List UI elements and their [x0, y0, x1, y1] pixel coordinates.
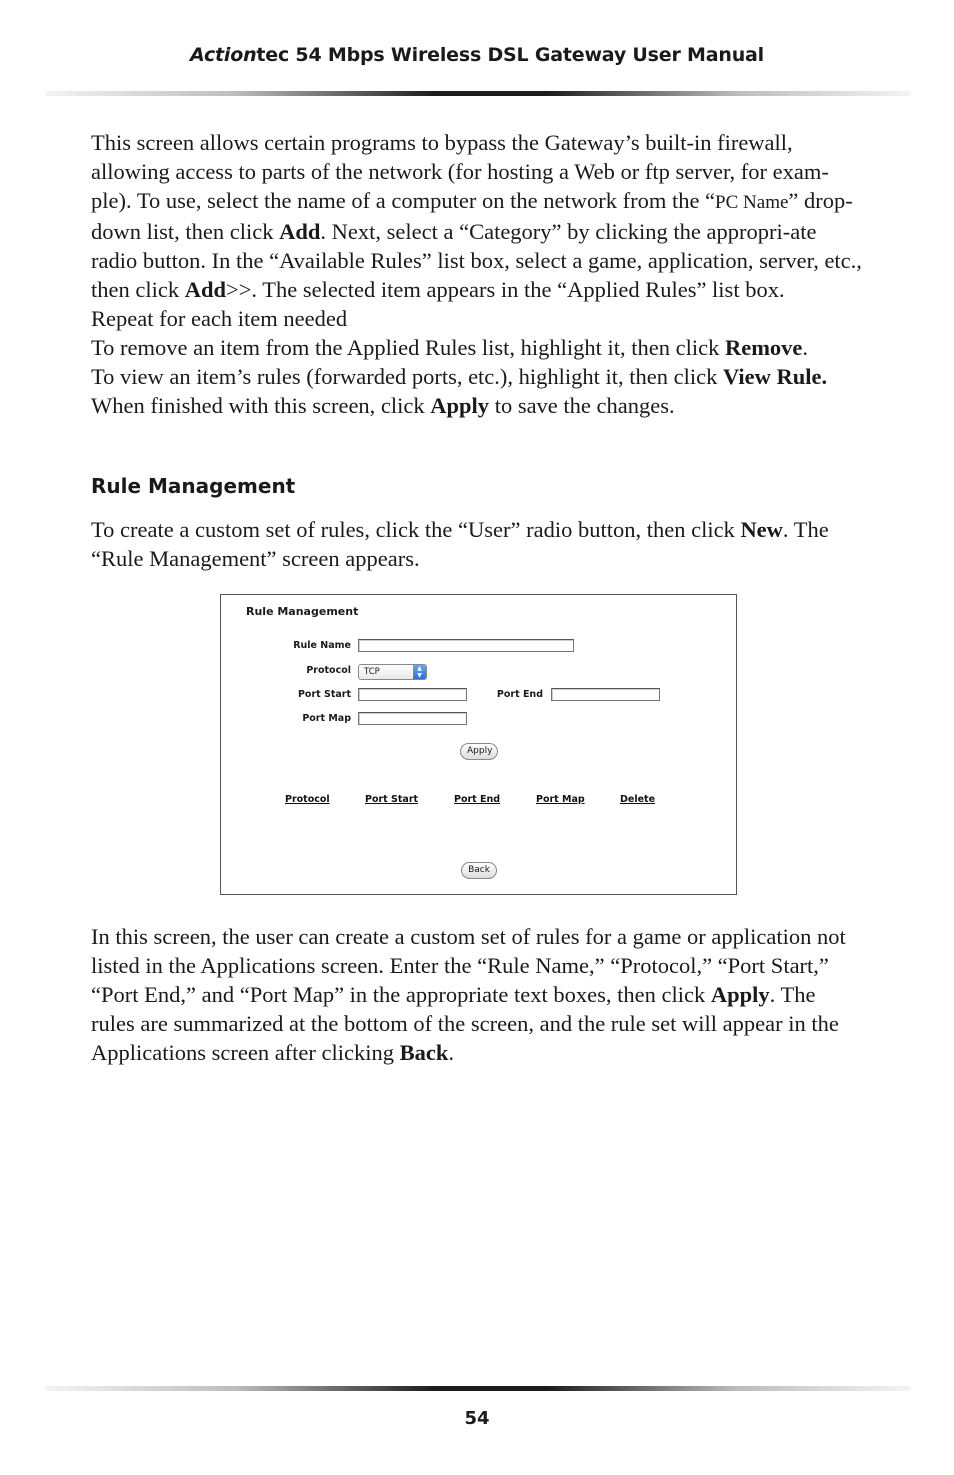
rule-name-input[interactable] [358, 639, 574, 652]
column-port-map-link[interactable]: Port Map [536, 794, 585, 805]
port-end-label: Port End [496, 689, 543, 700]
port-start-label: Port Start [297, 689, 351, 700]
protocol-select[interactable] [358, 664, 427, 680]
apply-text: When finished with this screen, click [91, 393, 431, 418]
brand-italic: Action [190, 44, 257, 66]
pc-name-term: PC Name [715, 192, 789, 213]
closing-text-3: . [448, 1040, 455, 1065]
rule-name-label: Rule Name [293, 640, 351, 651]
port-map-input[interactable] [358, 712, 467, 725]
view-text: To view an item’s rules (forwarded ports, etc.), highlight it, then click [91, 364, 724, 389]
running-header [0, 44, 954, 66]
add-arrow-term: Add [184, 277, 226, 302]
protocol-select-value: TCP [364, 667, 380, 677]
apply-term: Apply [430, 393, 490, 418]
page-number: 54 [464, 1408, 490, 1429]
closing-paragraph [91, 922, 863, 1067]
port-map-label: Port Map [302, 713, 351, 724]
column-port-end-link[interactable]: Port End [454, 794, 501, 805]
add-term: Add [279, 219, 321, 244]
intro-text-1: This screen allows certain programs to bypass the Gateway’s built-in firewall, allowing access to parts of the network (for hosting a Web or ftp server, for exam-ple). To use, select the name of a computer on the network from the “ [91, 130, 829, 213]
back-button[interactable]: Back [461, 862, 497, 879]
remove-post: . [802, 335, 809, 360]
new-term: New [740, 517, 783, 542]
footer-rule [45, 1386, 911, 1391]
section-paragraph [91, 515, 863, 573]
port-end-input[interactable] [551, 688, 660, 701]
port-start-input[interactable] [358, 688, 467, 701]
apply-button[interactable]: Apply [460, 743, 498, 760]
closing-text-2: . The rules are summarized at the bottom of the screen, and the rule set will appear in the Applications screen after clicking [91, 982, 839, 1065]
closing-apply-term: Apply [710, 982, 770, 1007]
closing-back-term: Back [399, 1040, 449, 1065]
remove-text: To remove an item from the Applied Rules list, highlight it, then click [91, 335, 725, 360]
column-protocol-link[interactable]: Protocol [285, 794, 330, 805]
section-text-2: . The “Rule Management” screen appears. [91, 517, 829, 571]
intro-text-2: ” drop-down list, then click [91, 188, 853, 244]
protocol-label: Protocol [306, 665, 351, 676]
rule-management-screenshot [220, 594, 737, 895]
screenshot-title: Rule Management [246, 605, 359, 618]
section-heading: Rule Management [91, 474, 296, 498]
repeat-line: Repeat for each item needed [91, 306, 348, 331]
intro-text-3: . Next, select a “Category” by clicking the appropri-ate radio button. In the “Available Rules” list box, select a game, application, server, etc., then click [91, 219, 862, 302]
remove-term: Remove [724, 335, 803, 360]
closing-text-1: In this screen, the user can create a custom set of rules for a game or application not listed in the Applications screen. Enter the “Rule Name,” “Protocol,” “Port Start,” “Port End,” and “Port Map” in the appropriate text boxes, then click [91, 924, 846, 1007]
column-port-start-link[interactable]: Port Start [365, 794, 419, 805]
apply-post: to save the changes. [489, 393, 675, 418]
header-rule [45, 91, 911, 96]
intro-paragraph [91, 128, 863, 420]
column-delete-link[interactable]: Delete [620, 794, 656, 805]
view-rule-term: View Rule. [723, 364, 828, 389]
select-arrows-icon: ▲ ▼ [413, 665, 426, 679]
intro-text-4: >>. The selected item appears in the “Applied Rules” list box. [226, 277, 785, 302]
header-title-text: tec 54 Mbps Wireless DSL Gateway User Manual [256, 44, 764, 66]
section-text-1: To create a custom set of rules, click the “User” radio button, then click [91, 517, 741, 542]
